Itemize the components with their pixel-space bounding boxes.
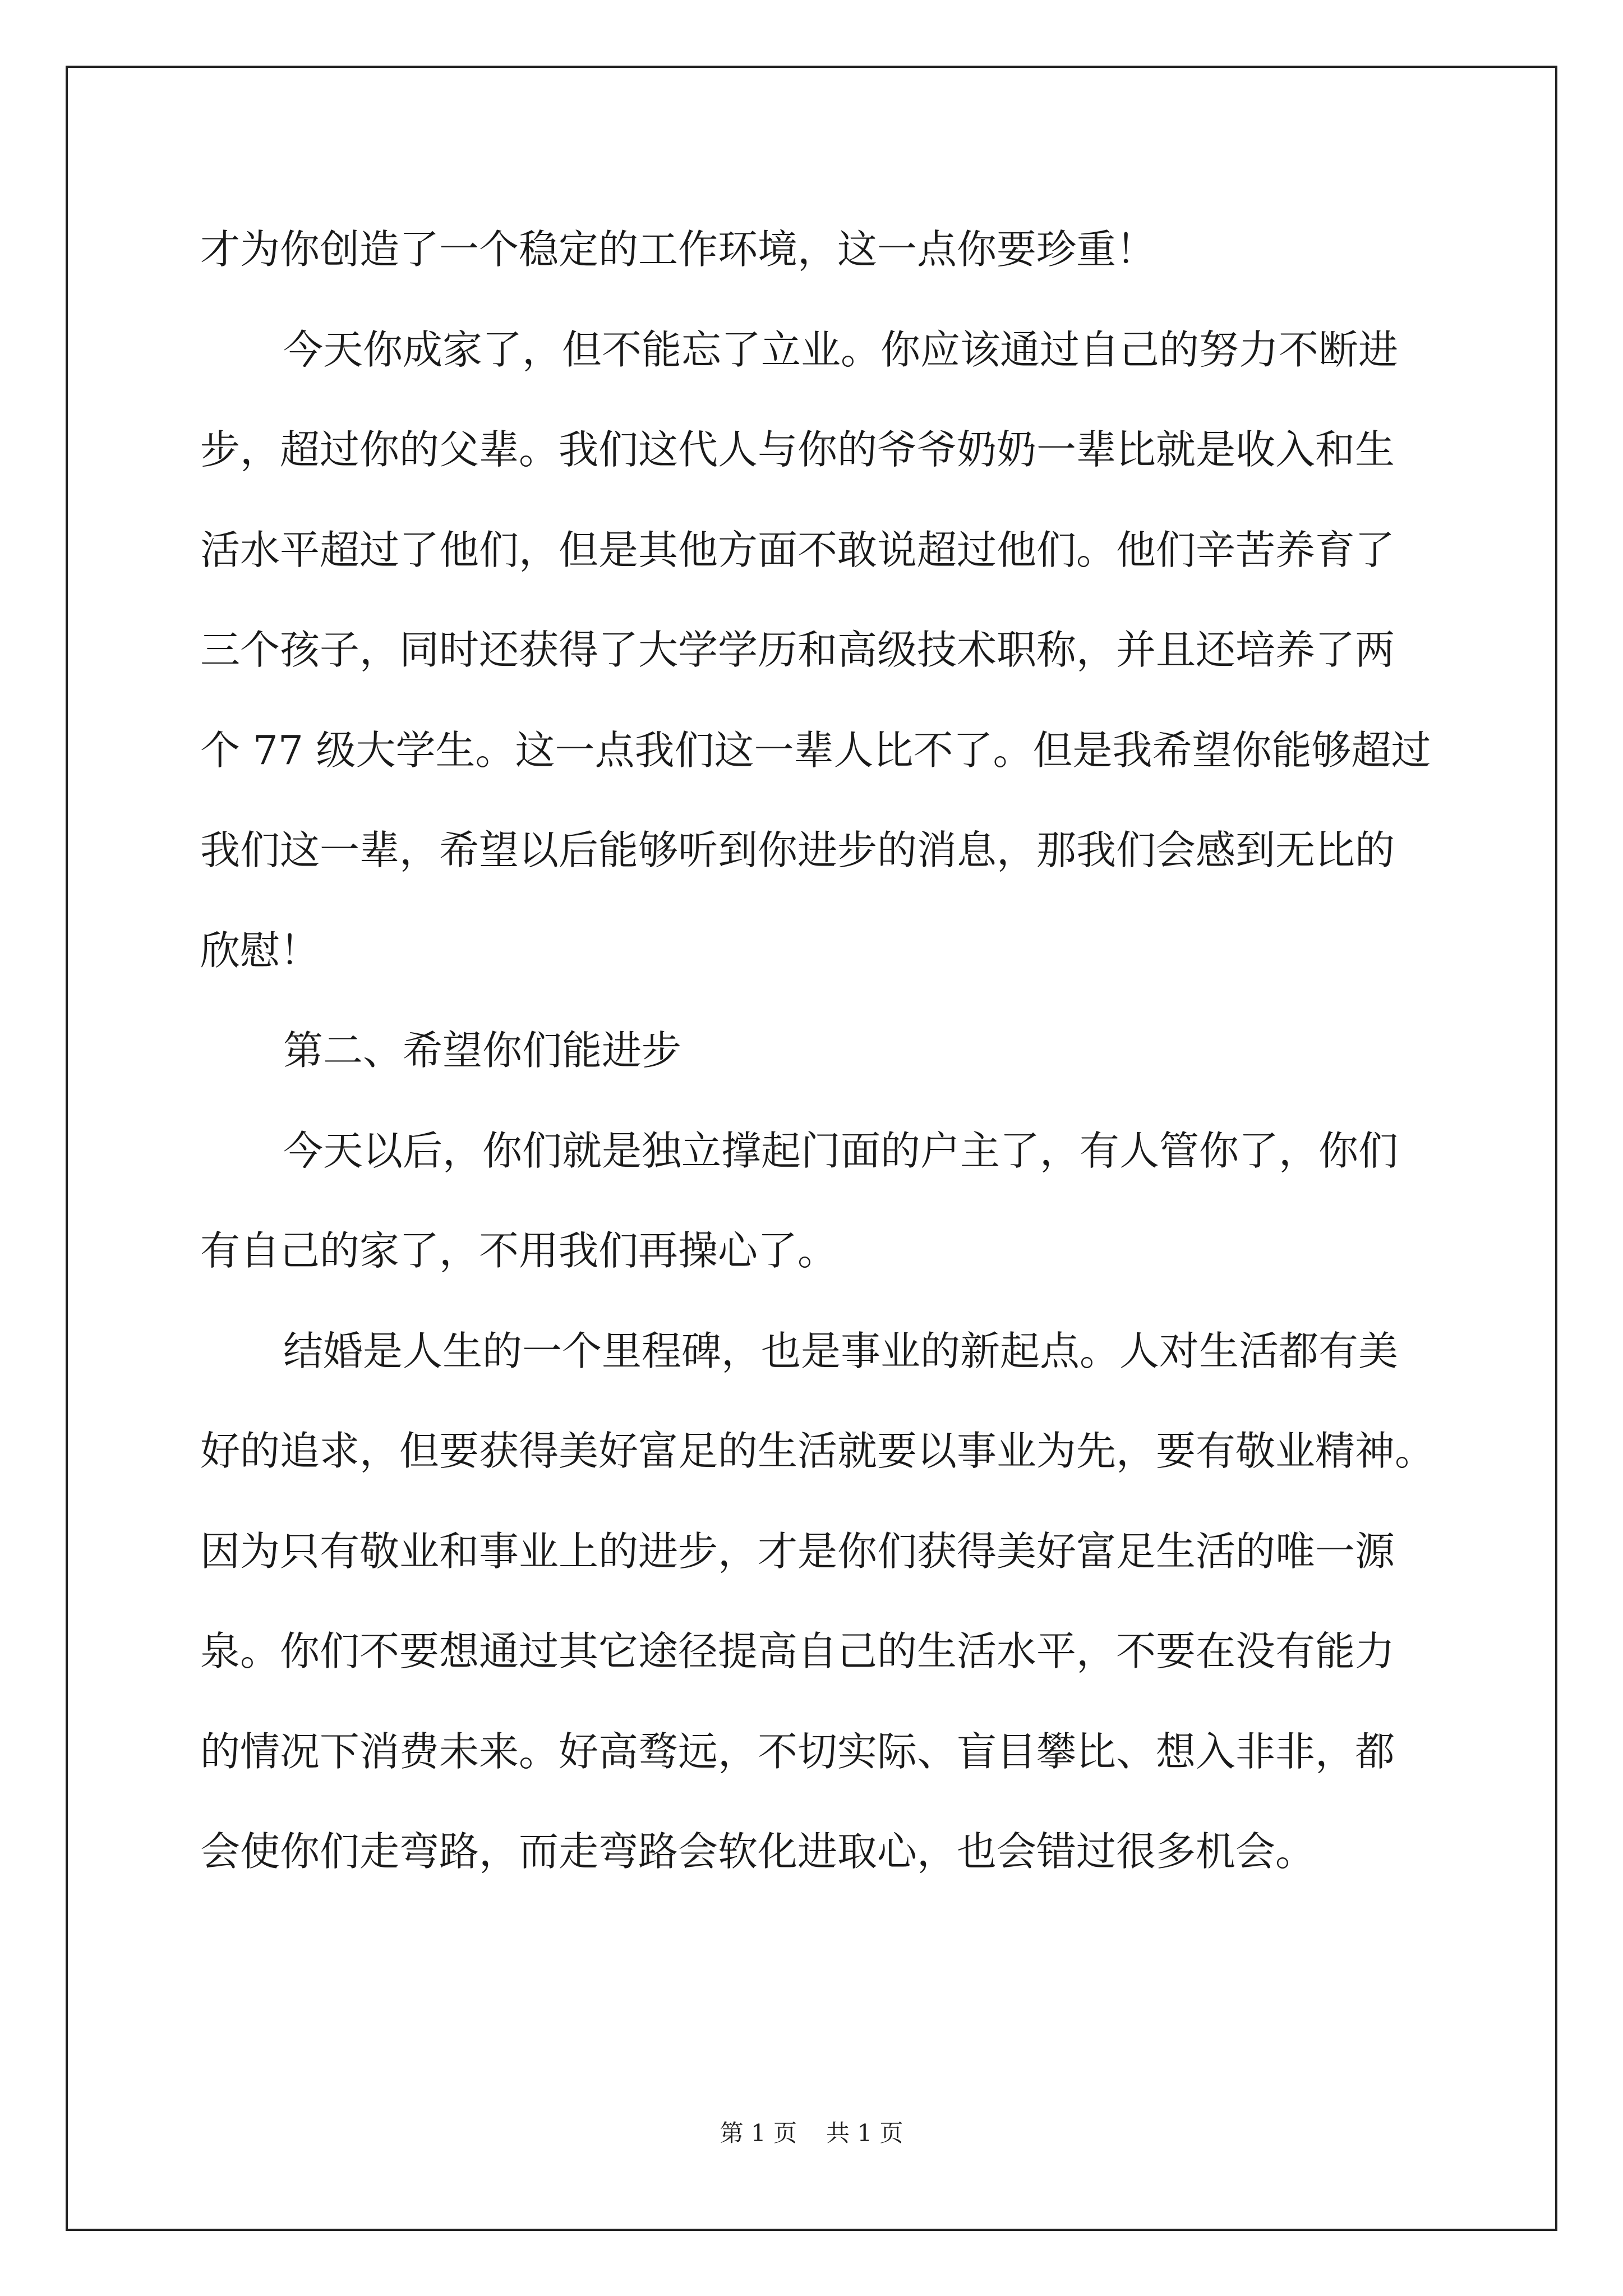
text-line: 好的追求，但要获得美好富足的生活就要以事业为先，要有敬业精神。: [200, 1428, 1435, 1474]
document-body: [200, 200, 1490, 1902]
text-line: 三个孩子，同时还获得了大学学历和高级技术职称，并且还培养了两: [200, 627, 1395, 673]
text-line: 今天你成家了，但不能忘了立业。你应该通过自己的努力不断进: [283, 326, 1399, 373]
text-line: 步，超过你的父辈。我们这代人与你的爷爷奶奶一辈比就是收入和生: [200, 426, 1395, 473]
page-footer: [0, 2115, 1623, 2148]
text-line: 结婚是人生的一个里程碑，也是事业的新起点。人对生活都有美: [283, 1327, 1399, 1374]
text-line: 个 77 级大学生。这一点我们这一辈人比不了。但是我希望你能够超过: [200, 726, 1431, 774]
text-line: 有自己的家了，不用我们再操心了。: [200, 1227, 838, 1274]
section-heading: 第二、希望你们能进步: [283, 1027, 682, 1074]
text-line: 因为只有敬业和事业上的进步，才是你们获得美好富足生活的唯一源: [200, 1527, 1395, 1575]
page-number: 第 1 页: [720, 2119, 797, 2147]
text-line: 泉。你们不要想通过其它途径提高自己的生活水平，不要在没有能力: [200, 1628, 1395, 1674]
text-line: 活水平超过了他们，但是其他方面不敢说超过他们。他们辛苦养育了: [200, 526, 1395, 573]
text-line: 才为你创造了一个稳定的工作环境，这一点你要珍重！: [200, 226, 1156, 273]
page-total: 共 1 页: [826, 2119, 903, 2147]
text-line: 欣慰！: [200, 927, 320, 974]
text-line: 我们这一辈，希望以后能够听到你进步的消息，那我们会感到无比的: [200, 827, 1395, 873]
text-line: 会使你们走弯路，而走弯路会软化进取心，也会错过很多机会。: [200, 1828, 1316, 1875]
text-line: 今天以后，你们就是独立撑起门面的户主了，有人管你了，你们: [283, 1127, 1399, 1174]
text-line: 的情况下消费未来。好高骛远，不切实际、盲目攀比、想入非非，都: [200, 1728, 1395, 1775]
